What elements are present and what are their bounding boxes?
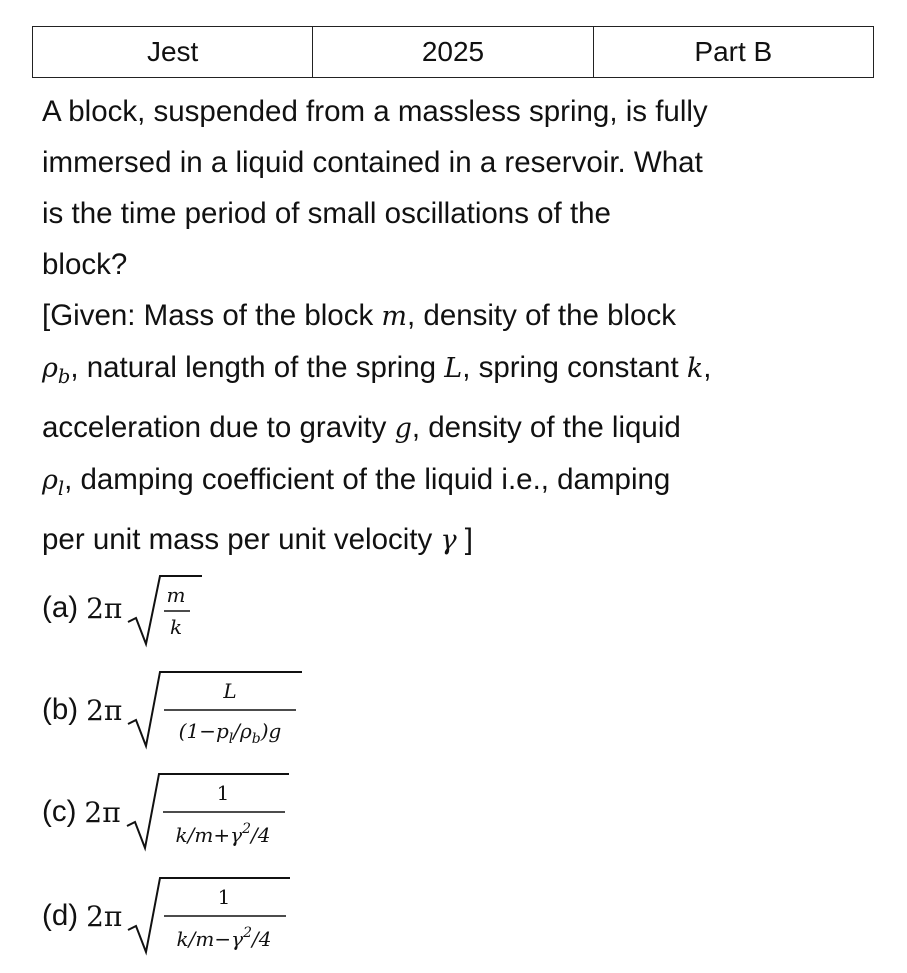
denominator: $k/m-\gamma^2/4$ bbox=[176, 925, 272, 951]
symbol-rho-b: $\rho_b$ bbox=[42, 353, 71, 388]
option-c[interactable] bbox=[42, 772, 293, 852]
radical-sign bbox=[128, 576, 202, 644]
option-label: (b) bbox=[42, 693, 79, 726]
two-pi: 2π bbox=[86, 591, 123, 625]
given-line: $\rho_b$, natural length of the spring L, spring constant k, bbox=[42, 351, 712, 388]
sqrt-fraction bbox=[124, 876, 294, 956]
question-text bbox=[42, 86, 882, 566]
denominator: $(1-p_l/\rho_b)g$ bbox=[178, 719, 282, 747]
symbol-length: L bbox=[444, 353, 463, 384]
denominator: k bbox=[170, 615, 183, 639]
header-row bbox=[33, 27, 874, 78]
given-line: [Given: Mass of the block m, density of the block bbox=[42, 299, 676, 332]
two-pi: 2π bbox=[84, 795, 121, 829]
header-year: 2025 bbox=[313, 27, 593, 78]
symbol-spring-constant: k bbox=[686, 353, 704, 384]
numerator: 1 bbox=[217, 885, 231, 909]
two-pi: 2π bbox=[86, 693, 123, 727]
given-line: per unit mass per unit velocity γ ] bbox=[42, 522, 473, 556]
symbol-gravity: g bbox=[394, 412, 412, 444]
sqrt-fraction bbox=[124, 670, 304, 750]
question-line: A block, suspended from a massless spring, is fully bbox=[42, 95, 708, 128]
option-label: (d) bbox=[42, 899, 79, 932]
question-line: block? bbox=[42, 248, 128, 281]
numerator: 1 bbox=[216, 781, 229, 805]
sqrt-fraction bbox=[123, 772, 293, 852]
option-b[interactable] bbox=[42, 670, 304, 750]
option-d[interactable] bbox=[42, 876, 294, 956]
question-line: immersed in a liquid contained in a reservoir. What bbox=[42, 146, 703, 179]
header-table bbox=[32, 26, 874, 78]
header-exam: Jest bbox=[33, 27, 313, 78]
denominator: $k/m+\gamma^2/4$ bbox=[175, 821, 271, 847]
given-line: acceleration due to gravity g, density of the liquid bbox=[42, 410, 681, 444]
option-label: (c) bbox=[42, 795, 77, 828]
numerator: m bbox=[166, 583, 186, 607]
question-line: is the time period of small oscillations of the bbox=[42, 197, 611, 230]
numerator: L bbox=[223, 679, 237, 703]
symbol-mass: m bbox=[381, 301, 408, 332]
sqrt-fraction bbox=[124, 568, 204, 648]
given-line: $\rho_l$, damping coefficient of the liquid i.e., damping bbox=[42, 462, 671, 500]
symbol-rho-l: $\rho_l$ bbox=[42, 464, 65, 500]
header-part: Part B bbox=[593, 27, 873, 78]
option-label: (a) bbox=[42, 591, 79, 624]
two-pi: 2π bbox=[86, 899, 123, 933]
option-a[interactable] bbox=[42, 568, 204, 648]
symbol-gamma: γ bbox=[440, 524, 457, 556]
